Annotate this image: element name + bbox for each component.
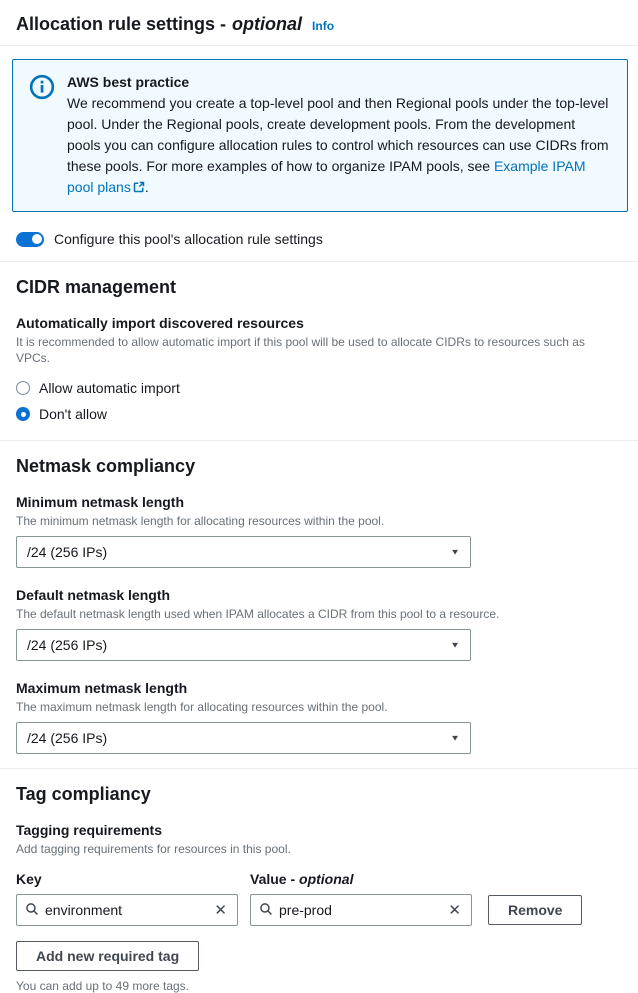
- auto-import-radio-group: [16, 366, 622, 440]
- min-netmask-label: Minimum netmask length: [16, 494, 185, 510]
- tag-value-field: [250, 894, 472, 926]
- min-netmask-description: The minimum netmask length for allocating resources within the pool.: [16, 514, 385, 528]
- max-netmask-label: Maximum netmask length: [16, 680, 188, 696]
- tag-limit-text: You can add up to 49 more tags.: [16, 979, 190, 993]
- value-label-text: Value -: [250, 871, 296, 887]
- radio-option-dont-allow[interactable]: [16, 401, 622, 427]
- page-title-optional: optional: [232, 14, 303, 34]
- info-link[interactable]: Info: [312, 19, 335, 33]
- default-netmask-selected-value: /24 (256 IPs): [27, 637, 108, 653]
- min-netmask-select[interactable]: [16, 536, 471, 568]
- default-netmask-select[interactable]: [16, 629, 471, 661]
- clear-value-icon[interactable]: ✕: [448, 901, 461, 919]
- tag-value-input[interactable]: [279, 902, 440, 918]
- chevron-down-icon: ▼: [450, 640, 460, 650]
- auto-import-description: It is recommended to allow automatic import if this pool will be used to allocate CIDRs to resources such as VPCs.: [16, 335, 585, 365]
- netmask-compliancy-heading: Netmask compliancy: [16, 456, 196, 476]
- best-practice-content: [67, 72, 611, 199]
- tag-compliancy-heading: Tag compliancy: [16, 784, 151, 804]
- tag-remove-column: [484, 895, 582, 926]
- best-practice-body: [67, 93, 611, 199]
- search-icon: [25, 902, 39, 919]
- page-title: Allocation rule settings -: [16, 14, 227, 34]
- tag-key-field: [16, 894, 238, 926]
- best-practice-text-end: .: [144, 179, 149, 195]
- tagging-requirements-label: Tagging requirements: [16, 822, 162, 838]
- radio-checked-icon[interactable]: [16, 407, 30, 421]
- radio-unchecked-icon[interactable]: [16, 381, 30, 395]
- min-netmask-selected-value: /24 (256 IPs): [27, 544, 108, 560]
- tag-key-input[interactable]: [45, 902, 206, 918]
- allocation-rules-toggle[interactable]: [16, 232, 44, 247]
- external-link-icon[interactable]: [133, 178, 145, 199]
- example-ipam-pool-plans-link[interactable]: Example IPAM pool plans: [67, 158, 586, 195]
- best-practice-title: AWS best practice: [67, 74, 190, 90]
- max-netmask-description: The maximum netmask length for allocating resources within the pool.: [16, 700, 388, 714]
- chevron-down-icon: ▼: [450, 733, 460, 743]
- allocation-toggle-row: [0, 228, 638, 261]
- remove-tag-button[interactable]: Remove: [488, 895, 582, 925]
- chevron-down-icon: ▼: [450, 547, 460, 557]
- header-divider: [0, 45, 638, 46]
- value-column-label: [250, 871, 472, 894]
- max-netmask-select[interactable]: [16, 722, 471, 754]
- tag-row: [16, 857, 622, 926]
- info-circle-icon: [29, 72, 55, 199]
- radio-label: Allow automatic import: [39, 380, 180, 396]
- radio-label: Don't allow: [39, 406, 108, 422]
- max-netmask-selected-value: /24 (256 IPs): [27, 730, 108, 746]
- tag-value-column: [250, 871, 472, 926]
- search-icon: [259, 902, 273, 919]
- auto-import-label: Automatically import discovered resources: [16, 315, 304, 331]
- tag-key-column: [16, 871, 238, 926]
- tagging-requirements-description: Add tagging requirements for resources in this pool.: [16, 842, 291, 856]
- cidr-management-heading: CIDR management: [16, 277, 177, 297]
- radio-option-allow-automatic-import[interactable]: [16, 375, 622, 401]
- best-practice-text: We recommend you create a top-level pool and then Regional pools under the top-level pool. Under the Regional pools, create development pools. From the development pools you can configure allocation rules to control which resources can use CIDRs from these pools. For more examples of how to organize IPAM pools, see: [67, 95, 609, 174]
- key-column-label: Key: [16, 871, 42, 887]
- page-header: [0, 0, 638, 45]
- clear-key-icon[interactable]: ✕: [214, 901, 227, 919]
- best-practice-infobox: [12, 59, 628, 212]
- value-label-optional: optional: [299, 871, 354, 887]
- default-netmask-label: Default netmask length: [16, 587, 171, 603]
- default-netmask-description: The default netmask length used when IPAM allocates a CIDR from this pool to a resource.: [16, 607, 500, 621]
- add-new-required-tag-button[interactable]: Add new required tag: [16, 941, 199, 971]
- allocation-rules-toggle-label: Configure this pool's allocation rule settings: [54, 231, 323, 247]
